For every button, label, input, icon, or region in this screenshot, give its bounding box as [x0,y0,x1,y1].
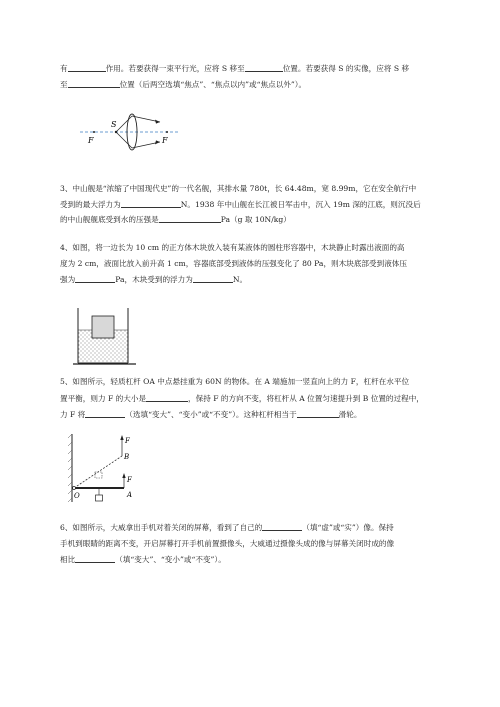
text: 力 F 将 [60,410,86,419]
weight-dashed [95,472,102,478]
answer-blank[interactable] [68,79,120,88]
text: 6、如图所示，大威拿出手机对着关闭的屏幕，看到了自己的 [60,523,263,532]
label-f-top: F [125,437,130,445]
text: 滑轮。 [338,410,362,419]
light-ray [116,132,132,148]
q5-line-2 [60,393,470,404]
q6-line-3 [60,554,470,565]
arrow-up-icon [120,435,123,440]
text: 相比 [60,555,76,564]
q5-line-1: 5、如图所示，轻质杠杆 OA 中点悬挂重为 60N 的物体。在 A 端施加一竖直向上的力 F，杠杆在水平位 [60,377,410,386]
convex-lens-figure [80,112,185,152]
answer-blank[interactable] [75,554,115,563]
label-a: A [127,491,133,499]
q3-line-1: 3、中山舰是“浓缩了中国现代史”的一代名舰，其排水量 780t，长 64.48m，宽 8.99m，它在安全航行中 [60,184,417,193]
answer-blank[interactable] [75,274,115,283]
text: 位置。若要获得 S 的实像，应将 S 移 [282,64,410,73]
answer-blank[interactable] [245,63,283,72]
label-f-right: F [162,136,168,145]
q5-line-3 [60,409,470,420]
text: N。1938 年中山舰在长江被日军击中，沉入 19m 深的江底，则沉没后 [180,200,421,209]
light-ray [116,116,132,132]
q6-line-1 [60,522,470,533]
text: （选填“变大”、“变小”或“不变”）。这种杠杆相当于 [125,410,297,419]
text: Pa（g 取 10N/kg） [220,215,291,224]
text: 位置（后两空选填“焦点”、“焦点以内”或“焦点以外”）。 [119,80,307,89]
text: ，保持 F 的方向不变，将杠杆从 A 位置匀速提升到 B 位置的过程中， [188,394,424,403]
wall-hatch [68,458,72,462]
q2-line-1 [60,63,470,74]
q2-line-2 [60,79,470,90]
wall-hatch [68,482,72,486]
answer-blank[interactable] [85,409,125,418]
q6-line-2: 手机到眼睛的距离不变，开启屏幕打开手机前置摄像头，大威通过摄像头成的像与屏幕关闭时成的像 [60,539,395,548]
text: 受到的最大浮力为 [60,200,121,209]
wall-hatch [68,450,72,454]
point-s [115,131,117,133]
label-f-bottom: F [127,476,132,484]
wall-hatch [68,474,72,478]
pivot-o [73,487,76,490]
arrow-up-icon [122,473,125,478]
q4-line-1: 4、如图，将一边长为 10 cm 的正方体木块放入装有某液体的圆柱形容器中，木块静止时露出液面的高 [60,243,405,252]
text: （填“虚”或“实”）像。保持 [302,523,394,532]
text: 至 [60,80,68,89]
answer-blank[interactable] [121,199,181,208]
q4-line-3 [60,274,470,285]
wall-hatch [68,434,72,438]
text: 的中山舰舰底受到水的压强是 [60,215,159,224]
focus-right [166,131,168,133]
text: 作用。若要获得一束平行光，应将 S 移至 [105,64,245,73]
container-figure [72,306,138,370]
text: 置平衡，则力 F 的大小是 [60,394,147,403]
answer-blank[interactable] [68,63,106,72]
text: 有 [60,64,68,73]
weight-object [96,495,103,501]
label-f-left: F [88,136,94,145]
text: Pa，木块受到的浮力为 [115,275,193,284]
answer-blank[interactable] [262,522,302,531]
answer-blank[interactable] [159,214,221,223]
wall-hatch [68,498,72,502]
q3-line-3 [60,214,470,225]
answer-blank[interactable] [297,409,339,418]
label-b: B [124,453,130,461]
wall-hatch [68,466,72,470]
label-s: S [111,120,117,129]
lever-figure [68,432,148,504]
wall-hatch [68,442,72,446]
text: （填“变大”、“变小”或“不变”）。 [115,555,226,564]
q4-line-2: 度为 2 cm，液面比放入前升高 1 cm，容器底部受到液体的压强变化了 80 Pa，则木块底部受到液体压 [60,259,407,268]
wooden-block [92,316,114,338]
text: 强为 [60,275,76,284]
answer-blank[interactable] [146,393,188,402]
q3-line-2 [60,199,470,210]
answer-blank[interactable] [193,274,233,283]
focus-left [93,131,95,133]
wall-hatch [68,490,72,494]
text: N。 [232,275,248,284]
label-o: O [74,492,80,500]
